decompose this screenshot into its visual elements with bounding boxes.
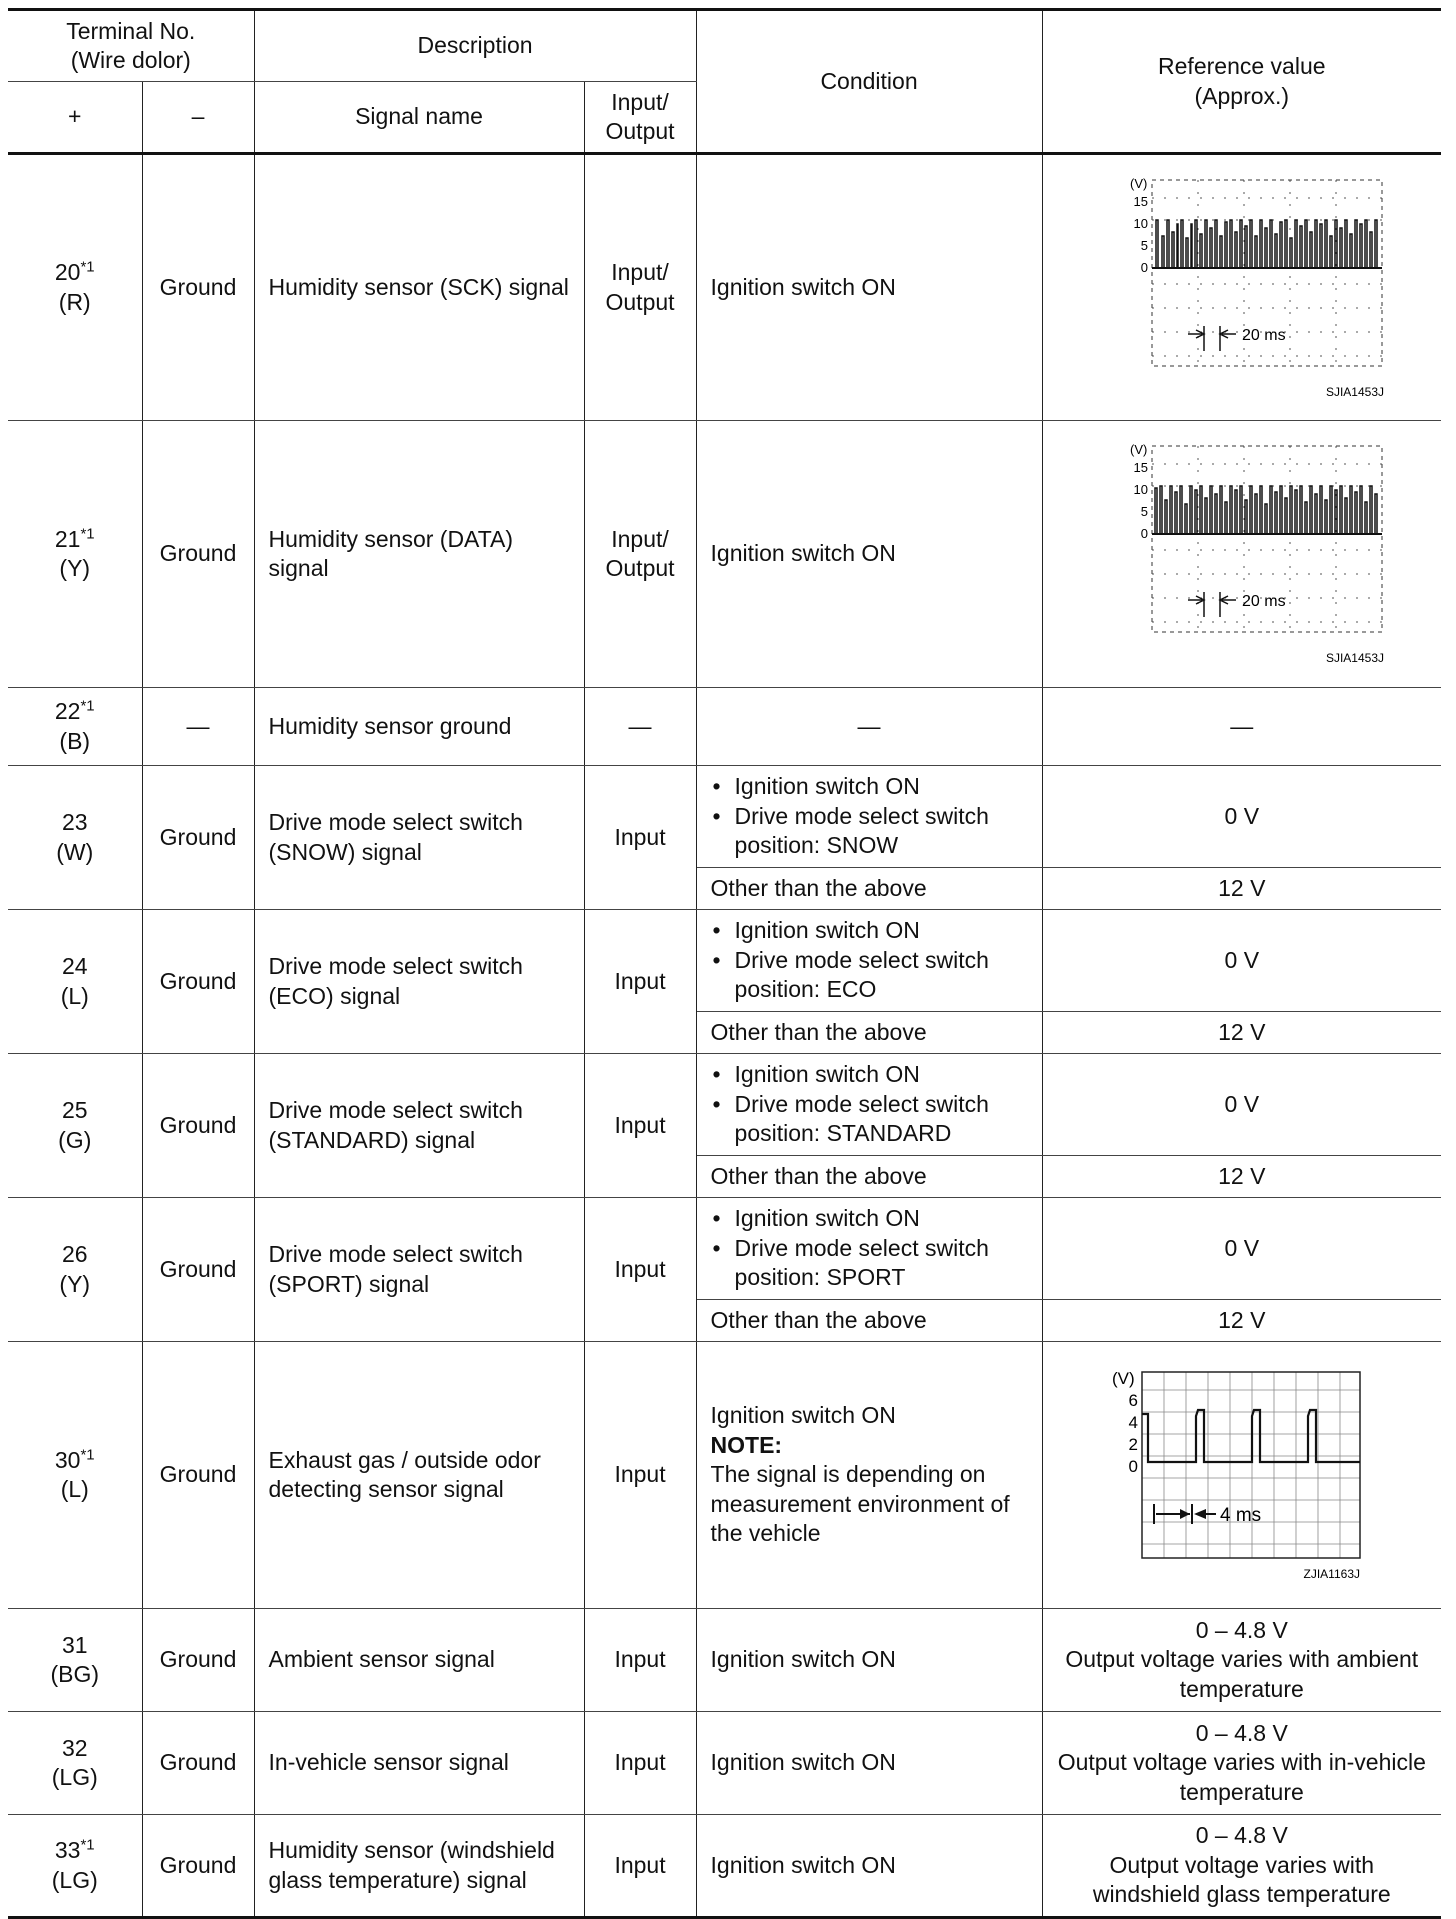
io-cell: Input [584,766,696,910]
reference-cell: 12 V [1042,1300,1441,1342]
approx-label: (Approx.) [1194,82,1290,109]
terminal-number: 31 [61,1631,88,1658]
signal-name-cell: Drive mode select switch (SPORT) signal [254,1198,584,1342]
scope-waveform-data [1092,442,1392,666]
condition-cell: Other than the above [696,1012,1042,1054]
scope-tick: 15 [1133,460,1148,475]
condition-list [711,916,1028,1004]
terminal-number: 25 [61,1097,88,1124]
reference-note: Output voltage varies with ambient temperature [1065,1646,1419,1702]
terminal-cell [8,688,142,766]
terminal-number: 20 [54,259,81,286]
io-cell: Input [584,1198,696,1342]
reference-value: 0 – 4.8 V [1195,1616,1288,1643]
io-cell: Input [584,1815,696,1918]
terminal-number: 32 [61,1734,88,1761]
condition-item: • Drive mode select switch position: SPORT [711,1234,1028,1293]
signal-name-cell: Ambient sensor signal [254,1609,584,1712]
terminal-number: 23 [61,809,88,836]
scope-tick: 0 [1140,259,1148,275]
ground-cell: Ground [142,766,254,910]
ground-cell: Ground [142,154,254,421]
scope-tick: 10 [1133,482,1148,497]
reference-cell [1042,1609,1441,1712]
condition-cell: Other than the above [696,1300,1042,1342]
description-header: Description [254,10,696,82]
terminal-number: 24 [61,953,88,980]
terminal-number: 21 [54,525,81,552]
note-label: NOTE: [710,1431,783,1458]
condition-cell: Ignition switch ON [696,1712,1042,1815]
table-row [8,154,1441,421]
reference-cell: 12 V [1042,1012,1441,1054]
reference-cell [1042,1712,1441,1815]
scope-tick: 6 [1128,1391,1138,1410]
wire-color-label: (Wire dolor) [70,47,191,73]
header-row-1 [8,10,1441,82]
condition-item: • Ignition switch ON [711,1060,1028,1089]
condition-item: • Ignition switch ON [711,772,1028,801]
ground-cell: — [142,688,254,766]
scope-time-label: 4 ms [1219,1505,1261,1526]
figure-code: ZJIA1163J [1303,1567,1360,1581]
scope-volt-label: (V) [1129,442,1148,457]
condition-cell [696,1342,1042,1609]
terminal-cell [8,1712,142,1815]
reference-value-label: Reference value [1158,53,1326,80]
wire-color: (Y) [59,1270,91,1297]
terminal-number: 30 [54,1446,81,1473]
scope-tick: 5 [1140,237,1148,253]
table-row [8,1054,1441,1156]
table-row [8,1198,1441,1300]
io-cell: Input/ Output [584,154,696,421]
terminal-cell [8,1198,142,1342]
reference-cell: 0 V [1042,1054,1441,1156]
io-cell: Input [584,1054,696,1198]
input-output-header: Input/ Output [584,82,696,154]
footnote-mark: *1 [80,258,95,276]
scope-tick: 10 [1133,215,1148,231]
condition-item: • Drive mode select switch position: SNOW [711,802,1028,861]
signal-name-cell: Drive mode select switch (STANDARD) signal [254,1054,584,1198]
condition-cell [696,1054,1042,1156]
condition-cell: Ignition switch ON [696,421,1042,688]
scope-tick: 2 [1128,1435,1138,1454]
scope-trace [1152,486,1382,534]
signal-name-cell: Drive mode select switch (ECO) signal [254,910,584,1054]
minus-header: – [142,82,254,154]
reference-value-header [1042,10,1441,154]
scope-trace [1152,220,1382,268]
figure-code: SJIA1453J [1325,384,1384,399]
table-row [8,1609,1441,1712]
ground-cell: Ground [142,1815,254,1918]
footnote-mark: *1 [80,1445,95,1463]
footnote-mark: *1 [80,697,95,715]
terminal-cell [8,1342,142,1609]
footnote-mark: *1 [80,1836,95,1854]
ground-cell: Ground [142,1342,254,1609]
signal-name-cell: Humidity sensor (windshield glass temperature) signal [254,1815,584,1918]
condition-cell: — [696,688,1042,766]
condition-item: • Drive mode select switch position: ECO [711,946,1028,1005]
signal-name-cell: Humidity sensor ground [254,688,584,766]
terminal-cell [8,1609,142,1712]
ground-cell: Ground [142,910,254,1054]
signal-name-cell: Humidity sensor (DATA) signal [254,421,584,688]
ground-cell: Ground [142,1198,254,1342]
footnote-mark: *1 [80,524,95,542]
terminal-cell [8,1054,142,1198]
scope-volt-label: (V) [1129,175,1148,191]
condition-list [711,772,1028,860]
ground-cell: Ground [142,421,254,688]
table-row [8,1815,1441,1918]
reference-value: 0 – 4.8 V [1195,1719,1288,1746]
signal-name-header: Signal name [254,82,584,154]
wire-color: (G) [58,1126,92,1153]
condition-cell: Other than the above [696,1156,1042,1198]
scope-tick: 0 [1128,1457,1138,1476]
reference-value: 0 – 4.8 V [1195,1822,1288,1849]
signal-name-cell: In-vehicle sensor signal [254,1712,584,1815]
ground-cell: Ground [142,1712,254,1815]
reference-cell: 0 V [1042,910,1441,1012]
signal-name-cell: Drive mode select switch (SNOW) signal [254,766,584,910]
scope-tick: 4 [1128,1413,1138,1432]
condition-list [711,1204,1028,1292]
condition-item: • Ignition switch ON [711,916,1028,945]
io-cell: Input [584,1609,696,1712]
terminal-cell [8,910,142,1054]
wire-color: (BG) [50,1661,100,1687]
wire-color: (R) [58,288,91,315]
terminal-cell [8,1815,142,1918]
scope-tick: 15 [1133,193,1148,209]
figure-code: SJIA1453J [1325,651,1384,665]
reference-cell [1042,1342,1441,1609]
note-text: The signal is depending on measurement environment of the vehicle [710,1461,1010,1547]
reference-cell: 12 V [1042,868,1441,910]
terminal-number: 33 [54,1837,81,1864]
table-row [8,1342,1441,1609]
condition-cell: Ignition switch ON [696,154,1042,421]
terminal-number: 26 [61,1241,88,1268]
condition-list [711,1060,1028,1148]
terminal-no-label: Terminal No. [66,17,196,44]
reference-cell: 0 V [1042,1198,1441,1300]
reference-cell: 12 V [1042,1156,1441,1198]
condition-cell: Ignition switch ON [696,1815,1042,1918]
condition-header: Condition [696,10,1042,154]
reference-cell: 0 V [1042,766,1441,868]
scope-trace [1142,1410,1360,1462]
table-row [8,688,1441,766]
condition-item: • Drive mode select switch position: STANDARD [711,1090,1028,1149]
condition-cell [696,910,1042,1012]
wire-color: (L) [60,982,89,1009]
condition-item: • Ignition switch ON [711,1204,1028,1233]
condition-cell [696,766,1042,868]
wire-color: (LG) [51,1866,98,1893]
scope-waveform-sck [1092,176,1392,400]
condition-text: Ignition switch ON [710,1402,896,1429]
wire-color: (B) [59,727,91,754]
terminal-number: 22 [54,698,81,725]
reference-cell [1042,421,1441,688]
terminal-header [8,10,254,82]
table-row [8,421,1441,688]
condition-cell [696,1198,1042,1300]
io-cell: Input [584,1712,696,1815]
wire-color: (Y) [59,555,91,581]
io-cell: — [584,688,696,766]
reference-cell [1042,154,1441,421]
wire-color: (LG) [51,1764,98,1790]
wire-color: (L) [60,1476,89,1502]
plus-header: + [8,82,142,154]
reference-note: Output voltage varies with windshield glass temperature [1092,1851,1391,1908]
table-row [8,1712,1441,1815]
reference-cell [1042,1815,1441,1918]
scope-waveform-odor [1092,1364,1392,1586]
reference-note: Output voltage varies with in-vehicle temperature [1057,1749,1426,1805]
scope-tick: 0 [1140,526,1148,541]
terminal-cell [8,766,142,910]
reference-cell: — [1042,688,1441,766]
condition-cell: Ignition switch ON [696,1609,1042,1712]
io-cell: Input [584,910,696,1054]
io-cell: Input [584,1342,696,1609]
scope-time-label: 20 ms [1241,326,1286,344]
condition-cell: Other than the above [696,868,1042,910]
scope-time-label: 20 ms [1241,593,1286,610]
terminal-cell [8,421,142,688]
wire-color: (W) [56,838,94,865]
scope-tick: 5 [1140,504,1148,519]
terminal-spec-table [8,8,1441,1919]
scope-volt-label: (V) [1111,1369,1135,1388]
ground-cell: Ground [142,1054,254,1198]
table-row [8,766,1441,868]
terminal-cell [8,154,142,421]
signal-name-cell: Humidity sensor (SCK) signal [254,154,584,421]
ground-cell: Ground [142,1609,254,1712]
signal-name-cell: Exhaust gas / outside odor detecting sensor signal [254,1342,584,1609]
io-cell: Input/ Output [584,421,696,688]
table-row [8,910,1441,1012]
